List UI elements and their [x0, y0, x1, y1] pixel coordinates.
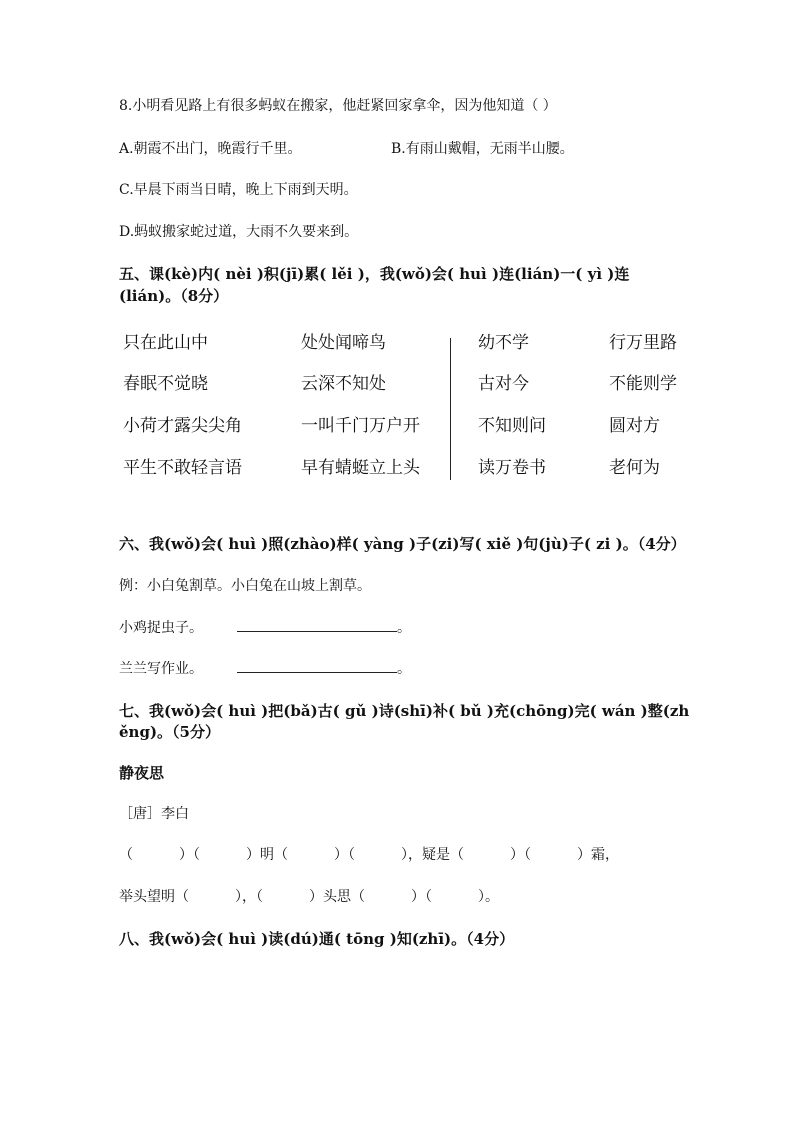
section6-item1	[119, 618, 411, 638]
poem-line1	[119, 845, 619, 865]
section7-title-line1: 七、我(wǒ)会( huì )把(bǎ)古( gǔ )诗(shī)补( bǔ )充(chōng)完( wán )整(zh	[119, 702, 690, 720]
item2-prompt: 兰兰写作业。	[119, 661, 203, 677]
match-cell[interactable]: 早有蜻蜓立上头	[301, 458, 420, 478]
section5-title-line2: (lián)。（8分）	[119, 287, 229, 305]
paren-text: ）。	[478, 889, 499, 905]
q8-option-c: C.早晨下雨当日晴，晚上下雨到天明。	[119, 182, 358, 198]
section7-title-line2: ěng)。（5分）	[119, 723, 220, 741]
q8-stem: 8.小明看见路上有很多蚂蚁在搬家，他赶紧回家拿伞，因为他知道（ ）	[119, 98, 557, 114]
paren-text: ），疑是（	[401, 847, 464, 863]
match-cell[interactable]: 行万里路	[609, 333, 677, 353]
paren-text: ）（	[411, 889, 432, 905]
match-cell[interactable]: 圆对方	[609, 416, 660, 436]
match-cell[interactable]: 一叫千门万户开	[301, 416, 420, 436]
item1-prompt: 小鸡捉虫子。	[119, 620, 203, 636]
q8-option-b: B.有雨山戴帽，无雨半山腰。	[391, 141, 574, 157]
matching-grid	[119, 332, 699, 482]
paren-text: ）（	[510, 847, 531, 863]
match-cell[interactable]: 读万卷书	[478, 458, 546, 478]
paren-text: ），（	[235, 889, 263, 905]
paren-text: ）明（	[246, 847, 288, 863]
q8-option-d: D.蚂蚁搬家蛇过道，大雨不久要来到。	[119, 224, 359, 240]
match-cell[interactable]: 云深不知处	[301, 374, 386, 394]
match-cell[interactable]: 不知则问	[478, 416, 546, 436]
q8-option-a: A.朝霞不出门，晚霞行千里。	[119, 141, 302, 157]
section6-title: 六、我(wǒ)会( huì )照(zhào)样( yàng )子(zi)写( xiě )句(jù)子( zi )。（4分）	[119, 535, 686, 553]
paren-text: ）（	[334, 847, 355, 863]
paren-text: （	[119, 847, 133, 863]
section8-title: 八、我(wǒ)会( huì )读(dú)通( tōng )知(zhī)。（4分）	[119, 930, 515, 948]
section6-item2	[119, 659, 411, 679]
grid-divider	[450, 338, 451, 480]
match-cell[interactable]: 老何为	[609, 458, 660, 478]
section6-example: 例：小白兔割草。小白兔在山坡上割草。	[119, 578, 371, 594]
match-cell[interactable]: 处处闻啼鸟	[301, 333, 386, 353]
item2-end: 。	[397, 661, 411, 677]
item2-answer-blank[interactable]	[237, 659, 397, 673]
match-cell[interactable]: 平生不敢轻言语	[123, 458, 242, 478]
match-cell[interactable]: 只在此山中	[123, 333, 208, 353]
poem-title: 静夜思	[119, 764, 165, 782]
poem-line2	[119, 887, 499, 907]
paren-text: ）头思（	[309, 889, 365, 905]
match-cell[interactable]: 幼不学	[478, 333, 529, 353]
paren-text: ）（	[179, 847, 200, 863]
item1-end: 。	[397, 620, 411, 636]
match-cell[interactable]: 小荷才露尖尖角	[123, 416, 242, 436]
match-cell[interactable]: 春眠不觉晓	[123, 374, 208, 394]
paren-text: ）霜，	[577, 847, 619, 863]
match-cell[interactable]: 古对今	[478, 374, 529, 394]
match-cell[interactable]: 不能则学	[609, 374, 677, 394]
section5-title-line1: 五、课(kè)内( nèi )积(jī)累( lěi )，我(wǒ)会( huì )连(lián)一( yì )连	[119, 265, 630, 283]
item1-answer-blank[interactable]	[237, 618, 397, 632]
poem-author: ［唐］李白	[119, 806, 189, 822]
paren-text: 举头望明（	[119, 889, 189, 905]
